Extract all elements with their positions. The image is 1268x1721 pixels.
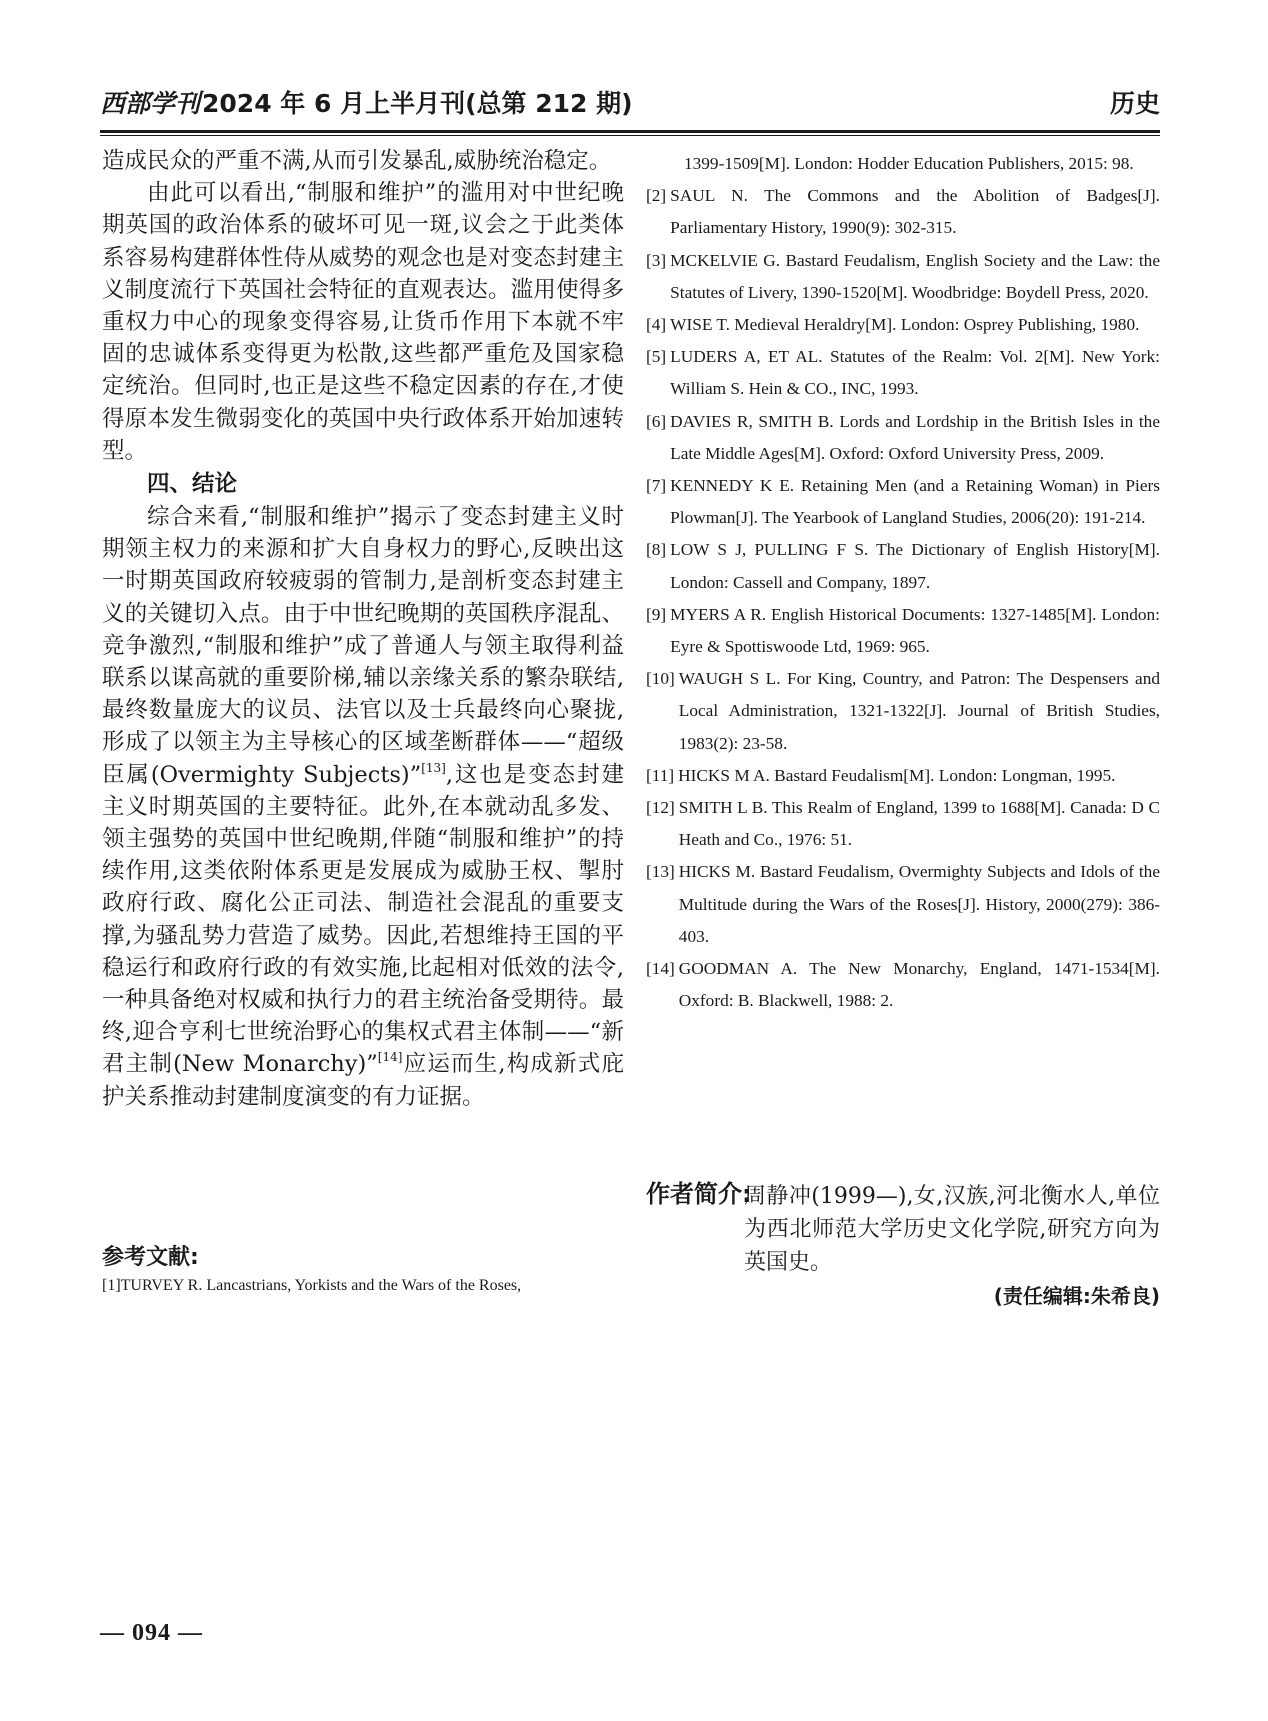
reference-text: SMITH L B. This Realm of England, 1399 to 1688[M]. Canada: D C Heath and Co., 1976: 51. [678, 798, 1160, 850]
reference-text: MCKELVIE G. Bastard Feudalism, English Society and the Law: the Statutes of Livery, 1390-1520[M]. Woodbridge: Boydell Press, 2020. [670, 250, 1160, 302]
reference-item [646, 856, 1160, 953]
author-bio-label: 作者简介: [646, 1180, 752, 1208]
reference-item [646, 470, 1160, 534]
reference-number: [5] [646, 347, 667, 367]
right-column [646, 148, 1160, 1017]
reference-item [646, 406, 1160, 470]
paragraph-3-part-b: ,这也是变态封建主义时期英国的主要特征。此外,在本就动乱多发、领主强势的英国中世纪晚期,伴随“制服和维护”的持续作用,这类依附体系更是发展成为威胁王权、掣肘政府行政、腐化公正司法、制造社会混乱的重要支撑,为骚乱势力营造了威势。因此,若想维持王国的平稳运行和政府行政的有效实施,比起相对低效的法令,一种具备绝对权威和执行力的君主统治备受期待。最终,迎合亨利七世统治野心的集权式君主体制——“新君主制(New Monarchy)” [102, 761, 624, 1078]
reference-item [646, 663, 1160, 760]
reference-text: MYERS A R. English Historical Documents: 1327-1485[M]. London: Eyre & Spottiswoode Ltd, 1969: 965. [670, 604, 1160, 657]
citation-14[interactable]: [14] [377, 1050, 403, 1065]
responsible-editor: (责任编辑:朱希良) [993, 1284, 1160, 1308]
left-column [102, 145, 624, 1113]
reference-number: [13] [646, 862, 675, 882]
page-number: — 094 — [100, 1620, 203, 1646]
reference-item [646, 792, 1160, 856]
reference-text: WAUGH S L. For King, Country, and Patron: The Despensers and Local Administration, 1321-1322[J]. Journal of British Studies, 1983(2): 23-58. [678, 669, 1160, 753]
reference-item [646, 309, 1160, 341]
reference-number: [3] [646, 250, 667, 270]
section-label: 历史 [1109, 89, 1160, 118]
reference-1: [1]TURVEY R. Lancastrians, Yorkists and the Wars of the Roses, [102, 1277, 522, 1294]
reference-number: [9] [646, 604, 667, 624]
section-heading-conclusion: 四、结论 [147, 471, 238, 498]
reference-list [646, 180, 1160, 1017]
reference-text: KENNEDY K E. Retaining Men (and a Retaining Woman) in Piers Plowman[J]. The Yearbook of Langland Studies, 2006(20): 191-214. [670, 476, 1160, 528]
reference-1-continued-text: 1399-1509[M]. London: Hodder Education Publishers, 2015: 98. [684, 154, 1134, 173]
reference-text: HICKS M A. Bastard Feudalism[M]. London: Longman, 1995. [678, 765, 1116, 785]
reference-text: LOW S J, PULLING F S. The Dictionary of English History[M]. London: Cassell and Company, 1897. [670, 540, 1160, 592]
reference-number: [2] [646, 186, 667, 206]
journal-header [100, 86, 633, 122]
reference-item [646, 341, 1160, 405]
reference-number: [14] [646, 959, 675, 979]
reference-item [646, 760, 1160, 792]
reference-text: WISE T. Medieval Heraldry[M]. London: Osprey Publishing, 1980. [670, 315, 1140, 335]
reference-number: [11] [646, 765, 675, 785]
reference-number: [8] [646, 540, 667, 560]
paragraph-3-part-c: 应运而生,构成新式庇护关系推动封建制度演变的有力证据。 [102, 1051, 624, 1110]
reference-text: HICKS M. Bastard Feudalism, Overmighty Subjects and Idols of the Multitude during the Wars of the Roses[J]. History, 2000(279): 386-403. [678, 862, 1160, 946]
reference-number: [4] [646, 315, 667, 335]
reference-text: DAVIES R, SMITH B. Lords and Lordship in the British Isles in the Late Middle Ages[M]. Oxford: Oxford University Press, 2009. [670, 411, 1160, 463]
reference-number: [12] [646, 798, 675, 818]
reference-item [646, 599, 1160, 663]
header-rule-thin [100, 135, 1160, 136]
author-bio-text: 周静冲(1999—),女,汉族,河北衡水人,单位为西北师范大学历史文化学院,研究方向为英国史。 [744, 1184, 1160, 1275]
author-bio [646, 1180, 1160, 1279]
paragraph-3 [102, 501, 624, 1113]
reference-1-continued [646, 148, 1160, 180]
paragraph-3-part-a: 综合来看,“制服和维护”揭示了变态封建主义时期领主权力的来源和扩大自身权力的野心,反映出这一时期英国政府较疲弱的管制力,是剖析变态封建主义的关键切入点。由于中世纪晚期的英国秩序混乱、竞争激烈,“制服和维护”成了普通人与领主取得利益联系以谋高就的重要阶梯,辅以亲缘关系的繁杂联结,最终数量庞大的议员、法官以及士兵最终向心聚拢,形成了以领主为主导核心的区域垄断群体——“超级臣属(Overmighty Subjects)” [102, 504, 624, 788]
paragraph-2: 由此可以看出,“制服和维护”的滥用对中世纪晚期英国的政治体系的破坏可见一斑,议会之于此类体系容易构建群体性侍从威势的观念也是对变态封建主义制度流行下英国社会特征的直观表达。滥用使得多重权力中心的现象变得容易,让货币作用下本就不牢固的忠诚体系变得更为松散,这些都严重危及国家稳定统治。但同时,也正是这些不稳定因素的存在,才使得原本发生微弱变化的英国中央行政体系开始加速转型。 [102, 180, 624, 464]
issue-info: 2024 年 6 月上半月刊(总第 212 期) [202, 89, 633, 118]
reference-number: [10] [646, 669, 675, 689]
reference-item [646, 534, 1160, 598]
reference-text: LUDERS A, ET AL. Statutes of the Realm: Vol. 2[M]. New York: William S. Hein & CO., INC, 1993. [670, 347, 1160, 399]
reference-number: [7] [646, 476, 667, 496]
citation-13[interactable]: [13] [421, 760, 446, 775]
reference-item [646, 245, 1160, 309]
journal-logo: 西部学刊 [100, 89, 201, 118]
header-rule [100, 130, 1160, 133]
page-header [100, 86, 1160, 126]
reference-item [646, 953, 1160, 1017]
references-heading: 参考文献: [102, 1245, 199, 1270]
reference-item [646, 180, 1160, 244]
reference-text: GOODMAN A. The New Monarchy, England, 1471-1534[M]. Oxford: B. Blackwell, 1988: 2. [678, 959, 1160, 1011]
reference-number: [6] [646, 411, 667, 431]
reference-text: SAUL N. The Commons and the Abolition of Badges[J]. Parliamentary History, 1990(9): 302-315. [670, 186, 1160, 238]
paragraph-1: 造成民众的严重不满,从而引发暴乱,威胁统治稳定。 [102, 148, 612, 174]
